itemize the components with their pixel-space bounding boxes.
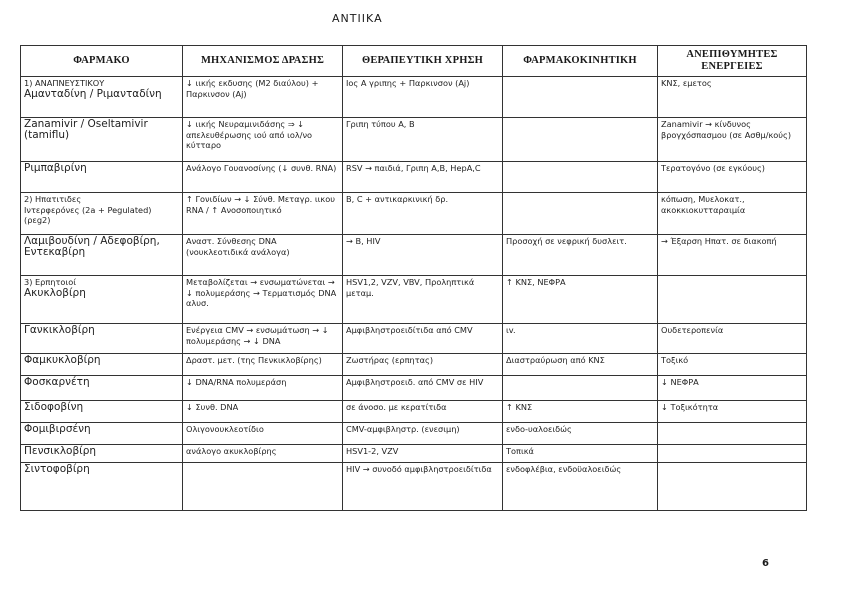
mechanism-cell: ↓ Συνθ. DNA: [183, 401, 343, 423]
mechanism-cell: Ενέργεια CMV → ενσωμάτωση → ↓ πολυμεράσης → ↓ DNA: [183, 324, 343, 354]
drug-cell: [21, 162, 183, 193]
drug-cell: [21, 401, 183, 423]
mechanism-cell: ↓ ιικής εκδυσης (M2 διαύλου) + Παρκινσον (Aj): [183, 77, 343, 118]
table-row: [21, 463, 807, 511]
header-adverse: ΑΝΕΠΙΘΥΜΗΤΕΣ ΕΝΕΡΓΕΙΕΣ: [658, 46, 807, 77]
table-row: [21, 276, 807, 324]
drug-name: Ιντερφερόνες (2a + Pegulated) (ρεg2): [24, 204, 152, 225]
therapeutic-cell: Αμφιβληστροειδίτιδα από CMV: [343, 324, 503, 354]
drug-cell: [21, 235, 183, 276]
pharmacokinetic-cell: [503, 162, 658, 193]
adverse-cell: [658, 276, 807, 324]
drug-name: Αμανταδίνη / Ριμανταδίνη: [24, 87, 162, 100]
group-label: 2) Ηπατιτιδες: [24, 194, 82, 204]
mechanism-cell: Δραστ. μετ. (της Πενκικλοβίρης): [183, 354, 343, 376]
mechanism-cell: Μεταβολίζεται → ενσωματώνεται → ↓ πολυμεράσης → Τερματισμός DNA αλυσ.: [183, 276, 343, 324]
table-row: [21, 445, 807, 463]
pharmacokinetic-cell: [503, 193, 658, 235]
page-number: 6: [762, 558, 769, 569]
header-therapeutic: ΘΕΡΑΠΕΥΤΙΚΗ ΧΡΗΣΗ: [343, 46, 503, 77]
therapeutic-cell: HIV → συνοδό αμφιβληστροειδίτιδα: [343, 463, 503, 511]
drug-name: Πενσικλοβίρη: [24, 445, 97, 457]
drug-cell: [21, 324, 183, 354]
table-row: [21, 423, 807, 445]
pharmacokinetic-cell: [503, 77, 658, 118]
therapeutic-cell: CMV-αμφιβληστρ. (ενεσιμη): [343, 423, 503, 445]
drug-name: Φομιβιρσένη: [24, 423, 91, 435]
adverse-cell: Ουδετεροπενία: [658, 324, 807, 354]
drug-name: Zanamivir / Oseltamivir (tamiflu): [24, 118, 148, 141]
table-row: [21, 118, 807, 162]
group-label: 3) Ερπητοιοί: [24, 277, 76, 287]
table-row: [21, 162, 807, 193]
therapeutic-cell: → B, HIV: [343, 235, 503, 276]
drug-cell: [21, 118, 183, 162]
pharmacokinetic-cell: ενδο-υαλοειδώς: [503, 423, 658, 445]
table-row: [21, 401, 807, 423]
pharmacokinetic-cell: [503, 376, 658, 401]
adverse-cell: [658, 445, 807, 463]
drug-cell: [21, 276, 183, 324]
adverse-cell: κόπωση, Μυελοκατ., ακοκκιοκυτταραιμία: [658, 193, 807, 235]
header-drug: ΦΑΡΜΑΚΟ: [21, 46, 183, 77]
adverse-cell: [658, 463, 807, 511]
mechanism-cell: [183, 463, 343, 511]
mechanism-cell: ανάλογο ακυκλοβίρης: [183, 445, 343, 463]
adverse-cell: ↓ ΝΕΦΡΑ: [658, 376, 807, 401]
drug-cell: [21, 463, 183, 511]
drug-cell: [21, 77, 183, 118]
pharmacokinetic-cell: Προσοχή σε νεφρική δυσλειτ.: [503, 235, 658, 276]
therapeutic-cell: Ιος Α γριπης + Παρκινσον (Aj): [343, 77, 503, 118]
pharmacokinetic-cell: [503, 118, 658, 162]
table-row: [21, 354, 807, 376]
header-pharmacokinetic: ΦΑΡΜΑΚΟΚΙΝΗΤΙΚΗ: [503, 46, 658, 77]
pharmacokinetic-cell: Διαστραύρωση από ΚΝΣ: [503, 354, 658, 376]
drug-name: Φοσκαρνέτη: [24, 376, 90, 388]
adverse-cell: ΚΝΣ, εμετος: [658, 77, 807, 118]
adverse-cell: Zanamivir → κίνδυνος βρογχόσπασμου (σε Ασθμ/κούς): [658, 118, 807, 162]
drug-cell: [21, 423, 183, 445]
drug-name: Ακυκλοβίρη: [24, 286, 86, 299]
therapeutic-cell: Ζωστήρας (ερπητας): [343, 354, 503, 376]
group-label: 1) ΑΝΑΠΝΕΥΣΤΙΚΟΥ: [24, 78, 105, 88]
drug-name: Σιδοφοβίνη: [24, 401, 84, 413]
header-mechanism: ΜΗΧΑΝΙΣΜΟΣ ΔΡΑΣΗΣ: [183, 46, 343, 77]
mechanism-cell: Ολιγονουκλεοτίδιο: [183, 423, 343, 445]
adverse-cell: Τοξικό: [658, 354, 807, 376]
drug-cell: [21, 193, 183, 235]
adverse-cell: → Έξαρση Ηπατ. σε διακοπή: [658, 235, 807, 276]
adverse-cell: Τερατογόνο (σε εγκύους): [658, 162, 807, 193]
therapeutic-cell: HSV1-2, VZV: [343, 445, 503, 463]
table-row: [21, 235, 807, 276]
drug-name: Φαμκυκλοβίρη: [24, 354, 101, 366]
header-row: [21, 46, 807, 77]
drug-name: Γανκικλοβίρη: [24, 324, 95, 336]
pharmacokinetic-cell: ↑ ΚΝΣ, ΝΕΦΡΑ: [503, 276, 658, 324]
pharmacokinetic-cell: ↑ ΚΝΣ: [503, 401, 658, 423]
drug-table: [20, 45, 807, 511]
drug-name: Σιντοφοβίρη: [24, 463, 90, 475]
mechanism-cell: Ανάλογο Γουανοσίνης (↓ συνθ. RNA): [183, 162, 343, 193]
therapeutic-cell: Γριπη τύπου Α, Β: [343, 118, 503, 162]
table-row: [21, 77, 807, 118]
drug-name: Λαμιβουδίνη / Αδεφοβίρη, Εντεκαβίρη: [24, 235, 160, 258]
pharmacokinetic-cell: Τοπικά: [503, 445, 658, 463]
mechanism-cell: Αναστ. Σύνθεσης DNA (νουκλεοτιδικά ανάλογα): [183, 235, 343, 276]
mechanism-cell: ↑ Γονιδίων → ↓ Σύνθ. Μεταγρ. ιικου RNA / ↑ Ανοσοποιητικό: [183, 193, 343, 235]
mechanism-cell: ↓ DNA/RNA πολυμεράση: [183, 376, 343, 401]
drug-cell: [21, 376, 183, 401]
pharmacokinetic-cell: ιv.: [503, 324, 658, 354]
therapeutic-cell: σε άνοσο. με κερατίτιδα: [343, 401, 503, 423]
pharmacokinetic-cell: ενδοφλέβια, ενδοϋαλοειδώς: [503, 463, 658, 511]
page-title: ΑΝΤΙΙΚΑ: [332, 12, 383, 25]
table-row: [21, 376, 807, 401]
therapeutic-cell: B, C + αντικαρκινική δρ.: [343, 193, 503, 235]
adverse-cell: ↓ Τοξικότητα: [658, 401, 807, 423]
therapeutic-cell: RSV → παιδιά, Γριπη Α,Β, ΗepA,C: [343, 162, 503, 193]
therapeutic-cell: HSV1,2, VZV, VBV, Προληπτικά μεταμ.: [343, 276, 503, 324]
therapeutic-cell: Αμφιβληστροειδ. από CMV σε HIV: [343, 376, 503, 401]
table-row: [21, 324, 807, 354]
mechanism-cell: ↓ ιικής Νευραμινιδάσης ⇒ ↓ απελευθέρωσης ιού από ιολ/νο κύτταρο: [183, 118, 343, 162]
drug-name: Ριμπαβιρίνη: [24, 162, 87, 174]
table-row: [21, 193, 807, 235]
drug-cell: [21, 445, 183, 463]
adverse-cell: [658, 423, 807, 445]
drug-cell: [21, 354, 183, 376]
